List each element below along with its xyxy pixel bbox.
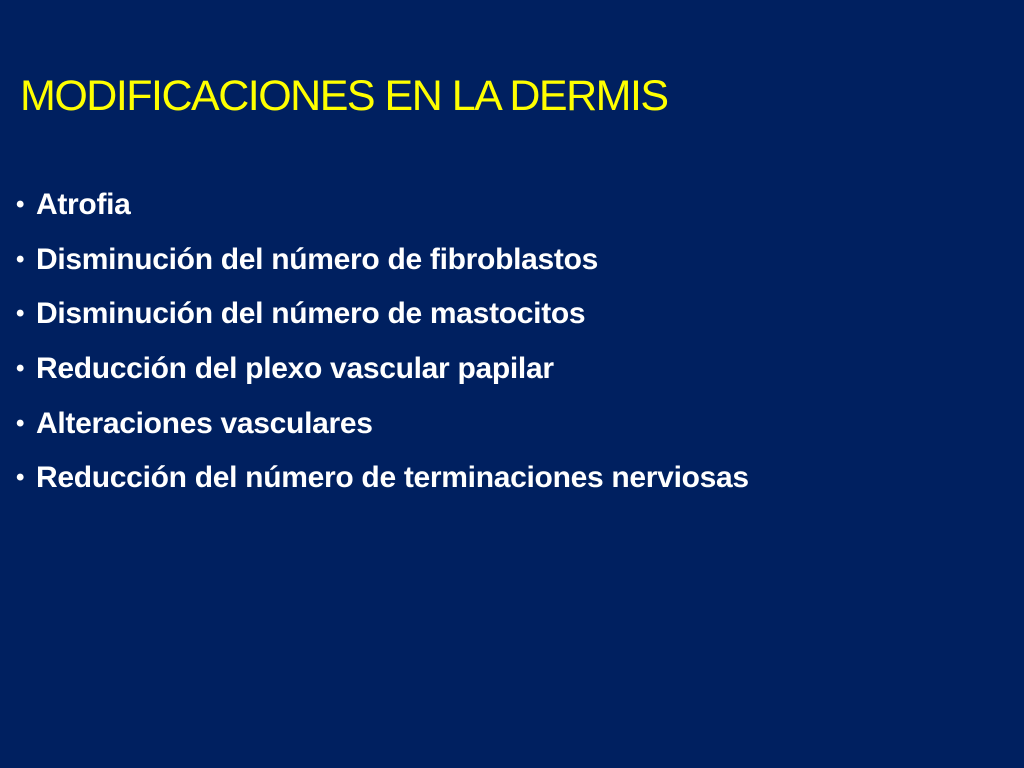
bullet-text: Alteraciones vasculares — [36, 406, 373, 440]
bullet-dot-icon: • — [16, 191, 25, 219]
bullet-dot-icon: • — [16, 464, 25, 492]
bullet-dot-icon: • — [16, 355, 25, 383]
bullet-dot-icon: • — [16, 245, 25, 273]
bullet-item — [16, 178, 749, 233]
bullet-item — [16, 396, 749, 451]
bullet-text: Atrofia — [36, 188, 131, 222]
bullet-text: Reducción del número de terminaciones nerviosas — [36, 461, 749, 495]
bullet-list — [16, 178, 749, 506]
bullet-item — [16, 233, 749, 288]
bullet-dot-icon: • — [16, 300, 25, 328]
bullet-text: Disminución del número de fibroblastos — [36, 242, 598, 276]
slide-title: MODIFICACIONES EN LA DERMIS — [20, 72, 668, 120]
bullet-text: Disminución del número de mastocitos — [36, 297, 586, 331]
bullet-item — [16, 342, 749, 397]
bullet-dot-icon: • — [16, 409, 25, 437]
bullet-text: Reducción del plexo vascular papilar — [36, 352, 554, 386]
bullet-item — [16, 287, 749, 342]
bullet-item — [16, 451, 749, 506]
